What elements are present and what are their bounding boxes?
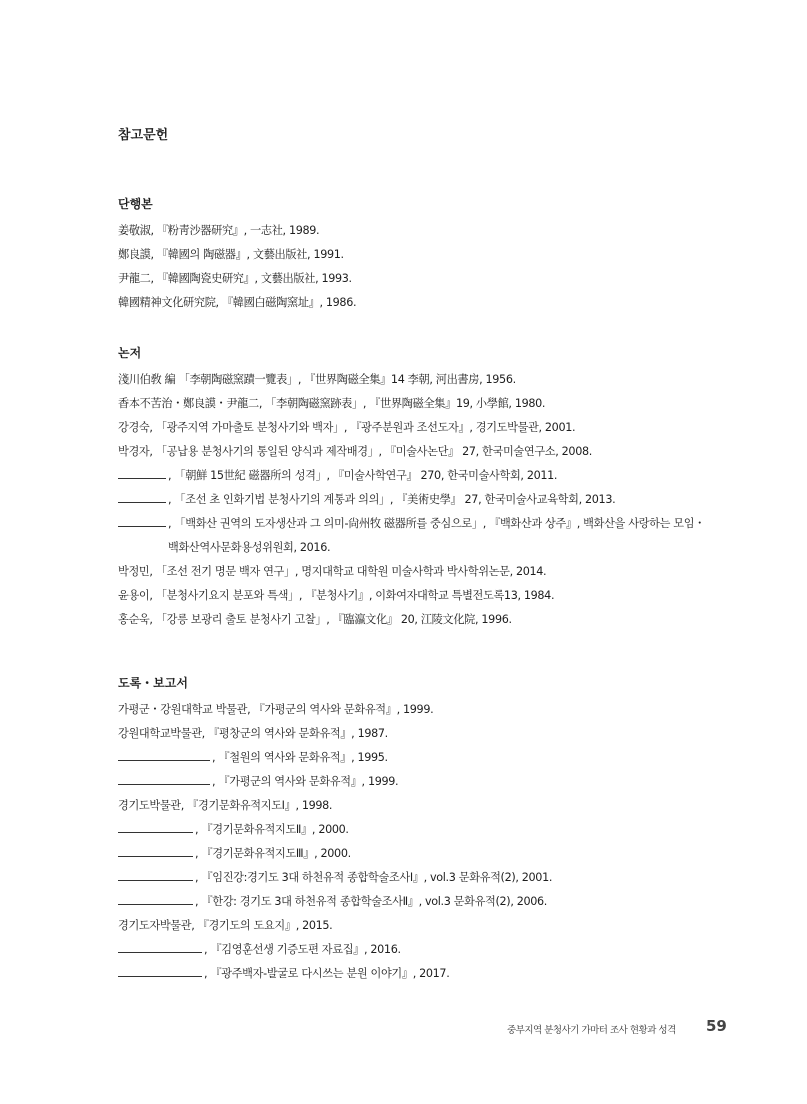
ditto-line bbox=[118, 751, 210, 761]
reference-entry bbox=[118, 914, 767, 938]
entry-text: 박경자, 「공납용 분청사기의 통일된 양식과 제작배경」, 『미술사논단』 27, 한국미술연구소, 2008. bbox=[118, 445, 592, 458]
entry-text: 韓國精神文化研究院, 『韓國白磁陶窯址』, 1986. bbox=[118, 296, 357, 309]
entry-text: , 「조선 초 인화기법 분청사기의 계통과 의의」, 『美術史學』 27, 한국미술사교육학회, 2013. bbox=[168, 493, 616, 506]
ditto-line bbox=[118, 469, 166, 479]
reference-entry bbox=[118, 770, 767, 794]
entry-text: , 『경기문화유적지도Ⅱ』, 2000. bbox=[195, 823, 349, 836]
entry-text: , 『철원의 역사와 문화유적』, 1995. bbox=[212, 751, 388, 764]
entry-text: 경기도자박물관, 『경기도의 도요지』, 2015. bbox=[118, 919, 333, 932]
reference-entry bbox=[118, 243, 767, 267]
ditto-line bbox=[118, 943, 202, 953]
entry-text: , 『김영훈선생 기증도편 자료집』, 2016. bbox=[204, 943, 401, 956]
page-title: 참고문헌 bbox=[118, 128, 169, 143]
entry-text: 윤용이, 「분청사기요지 분포와 특색」, 『분청사기』, 이화여자대학교 특별전도록13, 1984. bbox=[118, 589, 555, 602]
entry-text: 가평군・강원대학교 박물관, 『가평군의 역사와 문화유적』, 1999. bbox=[118, 703, 434, 716]
reference-entry bbox=[118, 584, 767, 608]
ditto-line bbox=[118, 967, 202, 977]
ditto-line bbox=[118, 871, 193, 881]
entry-text: 강원대학교박물관, 『평창군의 역사와 문화유적』, 1987. bbox=[118, 727, 388, 740]
ditto-line bbox=[118, 775, 210, 785]
reference-entry bbox=[118, 608, 767, 632]
entry-text: , 『광주백자-발굴로 다시쓰는 분원 이야기』, 2017. bbox=[204, 967, 450, 980]
entry-text: 姜敬淑, 『粉靑沙器研究』, 一志社, 1989. bbox=[118, 224, 320, 237]
entry-text: 강경숙, 「광주지역 가마출토 분청사기와 백자」, 『광주분원과 조선도자』, 경기도박물관, 2001. bbox=[118, 421, 576, 434]
reference-entry bbox=[118, 938, 767, 962]
reference-entry bbox=[118, 291, 767, 315]
entry-list bbox=[118, 219, 767, 315]
reference-entry bbox=[118, 794, 767, 818]
reference-entry bbox=[118, 842, 767, 866]
section-title: 단행본 bbox=[118, 197, 153, 211]
reference-entry bbox=[118, 219, 767, 243]
ditto-line bbox=[118, 493, 166, 503]
reference-entry bbox=[118, 698, 767, 722]
reference-entry bbox=[118, 488, 767, 512]
ditto-line bbox=[118, 517, 166, 527]
running-title: 중부지역 분청사기 가마터 조사 현황과 성격 bbox=[507, 1025, 676, 1036]
reference-entry bbox=[118, 866, 767, 890]
reference-entry bbox=[118, 890, 767, 914]
reference-entry bbox=[118, 267, 767, 291]
entry-text: 백화산역사문화용성위원회, 2016. bbox=[168, 541, 331, 554]
ditto-line bbox=[118, 847, 193, 857]
reference-entry bbox=[118, 392, 767, 416]
ditto-line bbox=[118, 895, 193, 905]
reference-entry bbox=[118, 962, 767, 986]
reference-entry bbox=[118, 722, 767, 746]
entry-text: , 「백화산 권역의 도자생산과 그 의미-尙州牧 磁器所를 중심으로」, 『백화산과 상주』, 백화산을 사랑하는 모임・ bbox=[168, 517, 705, 530]
page-number: 59 bbox=[706, 1017, 727, 1035]
entry-list bbox=[118, 368, 767, 632]
entry-text: 홍순욱, 「강릉 보광리 출토 분청사기 고찰」, 『臨瀛文化』 20, 江陵文化院, 1996. bbox=[118, 613, 512, 626]
reference-entry bbox=[118, 818, 767, 842]
reference-entry bbox=[118, 560, 767, 584]
entry-text: 박정민, 「조선 전기 명문 백자 연구」, 명지대학교 대학원 미술사학과 박사학위논문, 2014. bbox=[118, 565, 547, 578]
reference-entry bbox=[118, 368, 767, 392]
reference-entry bbox=[118, 746, 767, 770]
entry-text: , 『가평군의 역사와 문화유적』, 1999. bbox=[212, 775, 399, 788]
reference-entry bbox=[118, 512, 767, 536]
entry-text: 鄭良謨, 『韓國의 陶磁器』, 文藝出版社, 1991. bbox=[118, 248, 344, 261]
reference-entry bbox=[118, 536, 767, 560]
entry-text: 尹龍二, 『韓國陶瓷史研究』, 文藝出版社, 1993. bbox=[118, 272, 352, 285]
reference-entry bbox=[118, 440, 767, 464]
entry-text: , 『임진강:경기도 3대 하천유적 종합학술조사Ⅰ』, vol.3 문화유적(2), 2001. bbox=[195, 871, 553, 884]
entry-list bbox=[118, 698, 767, 986]
entry-text: 淺川伯敎 編 「李朝陶磁窯蹟一覽表」, 『世界陶磁全集』14 李朝, 河出書房, 1956. bbox=[118, 373, 516, 386]
reference-entry bbox=[118, 416, 767, 440]
ditto-line bbox=[118, 823, 193, 833]
section-title: 논저 bbox=[118, 346, 142, 360]
entry-text: , 「朝鮮 15世紀 磁器所의 성격」, 『미술사학연구』 270, 한국미술사학회, 2011. bbox=[168, 469, 558, 482]
entry-text: 경기도박물관, 『경기문화유적지도Ⅰ』, 1998. bbox=[118, 799, 333, 812]
section-title: 도록・보고서 bbox=[118, 676, 188, 690]
entry-text: 香本不苦治・鄭良謨・尹龍二, 「李朝陶磁窯跡表」, 『世界陶磁全集』19, 小學館, 1980. bbox=[118, 397, 546, 410]
reference-entry bbox=[118, 464, 767, 488]
entry-text: , 『한강: 경기도 3대 하천유적 종합학술조사Ⅱ』, vol.3 문화유적(2), 2006. bbox=[195, 895, 548, 908]
entry-text: , 『경기문화유적지도Ⅲ』, 2000. bbox=[195, 847, 351, 860]
